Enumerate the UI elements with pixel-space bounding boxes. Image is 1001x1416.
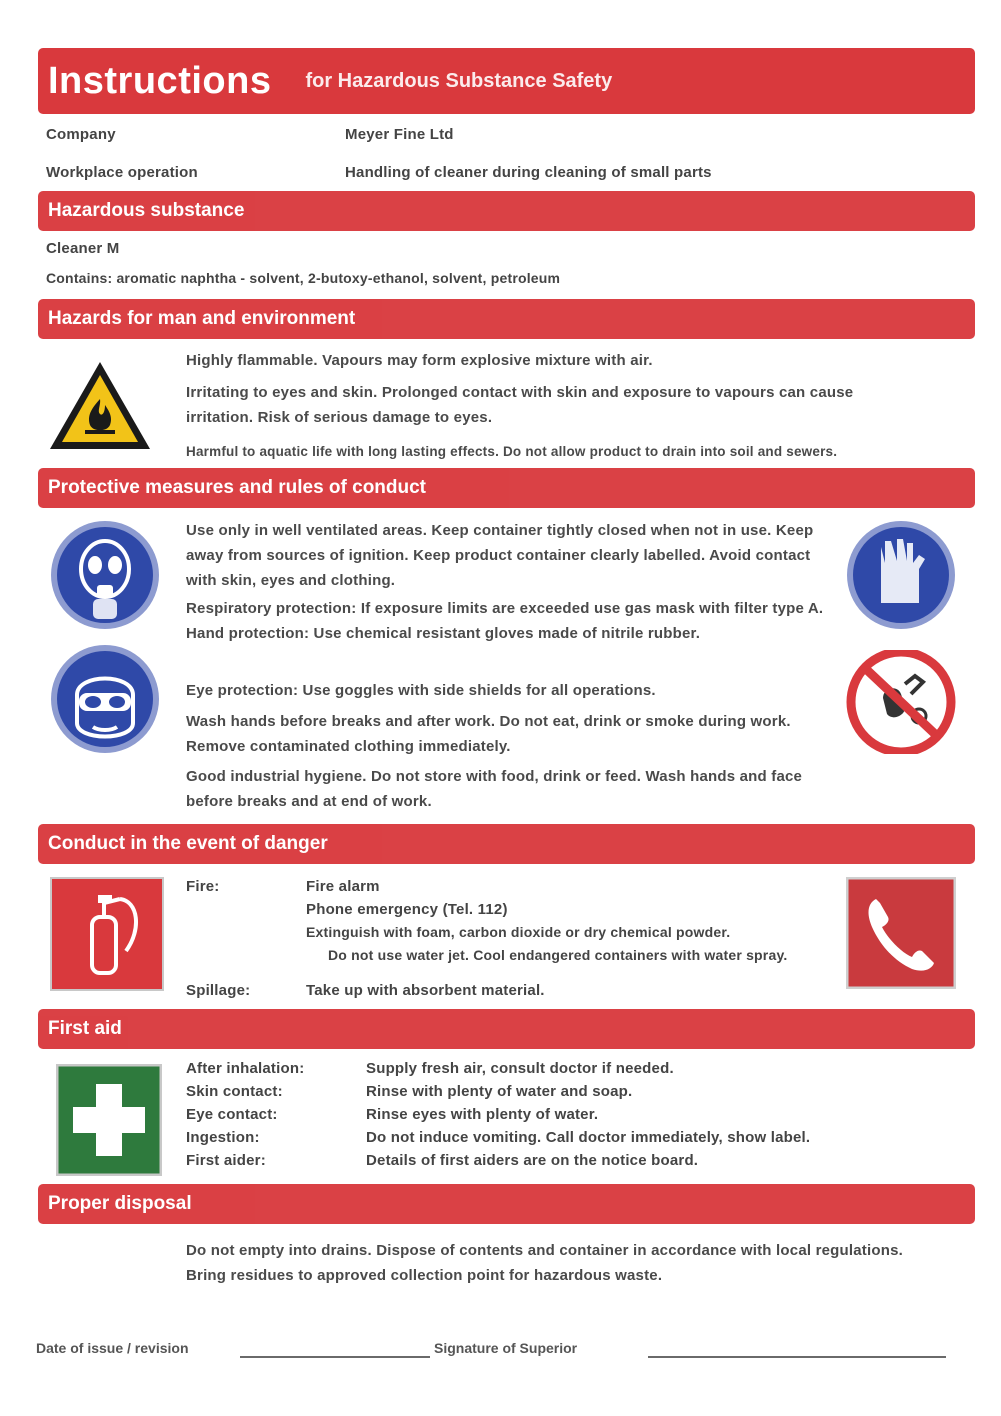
superior-signature-line <box>648 1356 946 1358</box>
protection-text-2: Respiratory protection: If exposure limits are exceeded use gas mask with filter type A. Hand protection: Use chemical resistant gloves made of nitrile rubber. <box>186 600 824 642</box>
protection-text-5: Good industrial hygiene. Do not store with food, drink or feed. Wash hands and face before breaks and at end of work. <box>186 768 803 810</box>
first-aid-icon <box>56 1064 162 1176</box>
first-aid-text-ingestion: Do not induce vomiting. Call doctor immediately, show label. <box>366 1129 811 1146</box>
spillage-label: Spillage: <box>186 982 251 999</box>
goggles-mandatory-icon <box>49 643 161 755</box>
page-title: Instructions <box>48 59 272 102</box>
workplace-value: Handling of cleaner during cleaning of small parts <box>345 164 712 181</box>
fire-line-1: Fire alarm <box>306 878 380 895</box>
protection-text-1: Use only in well ventilated areas. Keep container tightly closed when not in use. Keep away from sources of ignition. Keep product container clearly labelled. Avoid contact with skin, eyes and clothing. <box>186 522 814 589</box>
workplace-label: Workplace operation <box>46 164 198 181</box>
date-of-issue-label: Date of issue / revision <box>36 1340 189 1356</box>
spillage-text: Take up with absorbent material. <box>306 982 545 999</box>
fire-line-4: Do not use water jet. Cool endangered containers with water spray. <box>328 947 788 963</box>
hazard-text-2: Irritating to eyes and skin. Prolonged contact with skin and exposure to vapours can cause irritation. Risk of serious damage to eyes. <box>186 384 854 426</box>
respirator-mandatory-icon <box>49 519 161 631</box>
first-aid-label-skin: Skin contact: <box>186 1083 283 1100</box>
no-eating-drinking-icon <box>845 650 957 754</box>
signature-label: Signature of Superior <box>434 1340 578 1356</box>
fire-extinguisher-icon <box>50 877 164 991</box>
first-aid-text-eye: Rinse eyes with plenty of water. <box>366 1106 599 1123</box>
first-aid-label-first-aider: First aider: <box>186 1152 266 1169</box>
first-aid-text-first-aider: Details of first aiders are on the notice board. <box>366 1152 699 1169</box>
fire-line-2: Phone emergency (Tel. 112) <box>306 901 508 918</box>
page-subtitle: for Hazardous Substance Safety <box>305 69 613 92</box>
emergency-phone-icon <box>846 877 956 989</box>
hazard-text-3: Harmful to aquatic life with long lasting effects. Do not allow product to drain into soil and sewers. <box>186 444 838 459</box>
flammable-warning-icon <box>47 359 153 453</box>
substance-name: Cleaner M <box>46 240 120 257</box>
section-header-first-aid: First aid <box>38 1009 975 1049</box>
section-header-protection: Protective measures and rules of conduct <box>38 468 975 508</box>
section-header-substance: Hazardous substance <box>38 191 975 231</box>
company-label: Company <box>46 126 116 143</box>
first-aid-label-inhalation: After inhalation: <box>186 1060 305 1077</box>
section-header-danger: Conduct in the event of danger <box>38 824 975 864</box>
fire-line-3: Extinguish with foam, carbon dioxide or dry chemical powder. <box>306 924 731 940</box>
company-value: Meyer Fine Ltd <box>345 126 454 143</box>
hazard-text-1: Highly flammable. Vapours may form explosive mixture with air. <box>186 352 653 369</box>
fire-label: Fire: <box>186 878 220 895</box>
section-header-disposal: Proper disposal <box>38 1184 975 1224</box>
protection-text-4: Wash hands before breaks and after work. Do not eat, drink or smoke during work. Remove contaminated clothing immediately. <box>186 713 791 755</box>
section-header-hazards: Hazards for man and environment <box>38 299 975 339</box>
first-aid-label-ingestion: Ingestion: <box>186 1129 260 1146</box>
substance-contents: Contains: aromatic naphtha - solvent, 2-butoxy-ethanol, solvent, petroleum <box>46 270 561 286</box>
disposal-text: Do not empty into drains. Dispose of contents and container in accordance with local regulations. Bring residues to approved collection point for hazardous waste. <box>186 1242 904 1284</box>
first-aid-label-eye: Eye contact: <box>186 1106 278 1123</box>
first-aid-text-skin: Rinse with plenty of water and soap. <box>366 1083 633 1100</box>
date-signature-line <box>240 1356 430 1358</box>
title-bar <box>38 48 975 114</box>
protection-text-3: Eye protection: Use goggles with side shields for all operations. <box>186 682 656 699</box>
gloves-mandatory-icon <box>845 519 957 631</box>
first-aid-text-inhalation: Supply fresh air, consult doctor if needed. <box>366 1060 674 1077</box>
